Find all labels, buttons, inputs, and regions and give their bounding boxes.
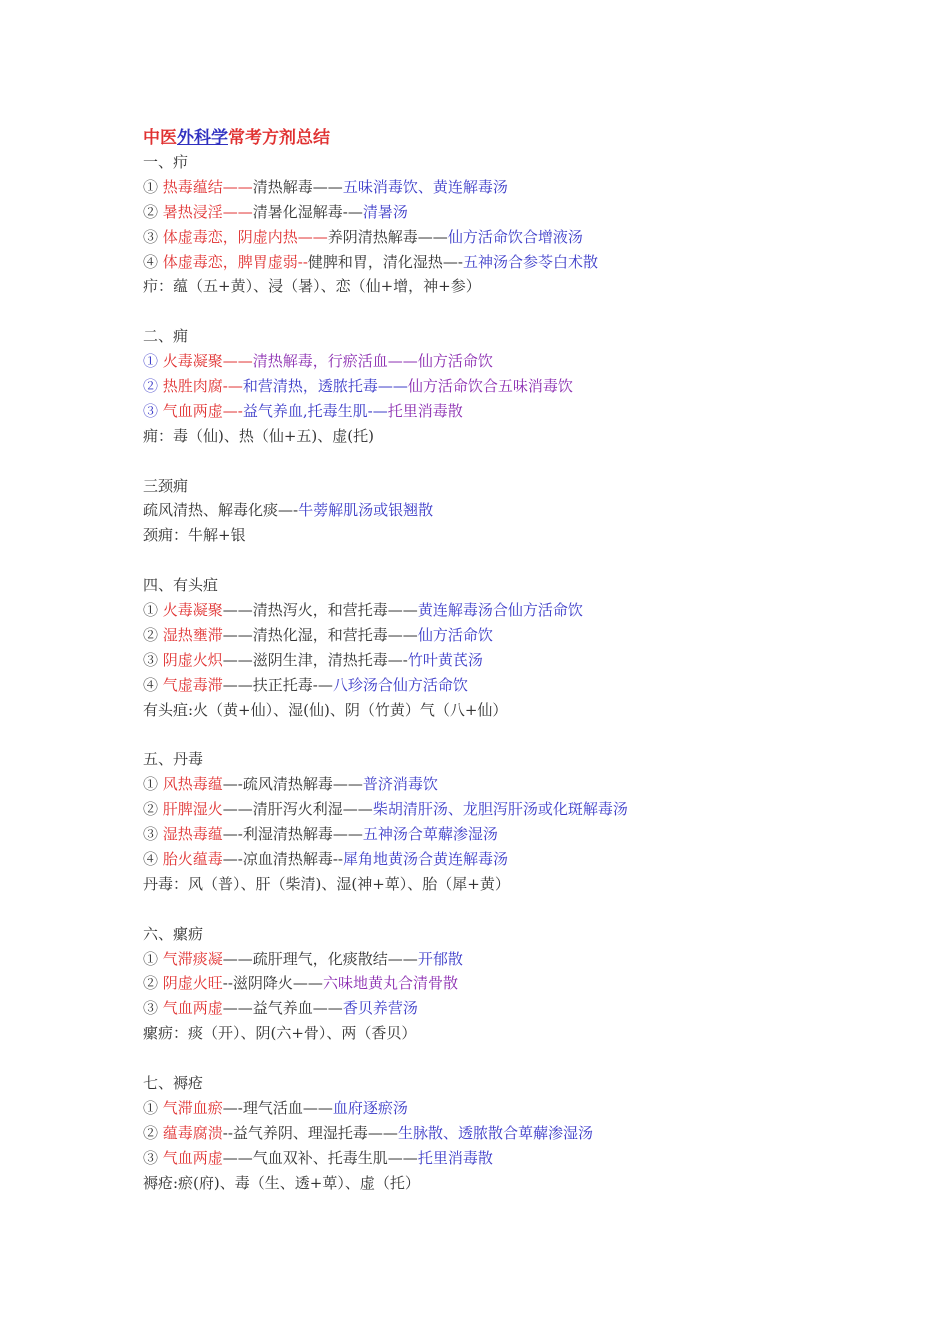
- text-segment: 火毒凝聚: [162, 601, 223, 620]
- text-segment: —-凉血清热解毒--: [222, 849, 344, 868]
- text-segment: ——清肝泻火利湿——: [222, 800, 373, 819]
- text-segment: 四、有头疽: [143, 576, 219, 595]
- text-segment: 六味地黄丸合清骨散: [322, 974, 458, 993]
- text-segment: 益气养血,托毒生肌-—: [242, 401, 388, 420]
- text-line: [143, 922, 843, 947]
- text-segment: 普济消毒饮: [362, 775, 438, 794]
- text-segment: ③: [143, 227, 163, 246]
- text-segment: 有头疽:火（黄+仙）、湿(仙)、阴（竹黄）气（八+仙）: [143, 700, 508, 719]
- text-line: [143, 1096, 843, 1121]
- text-segment: 气血两虚: [162, 1148, 223, 1167]
- text-segment: ——扶正托毒-—: [222, 675, 333, 694]
- document-title: [143, 126, 843, 150]
- text-segment: ③: [143, 1148, 163, 1167]
- text-segment: ②: [143, 377, 163, 396]
- text-segment: 黄连解毒汤合仙方活命饮: [417, 601, 583, 620]
- text-segment: 肝脾湿火: [162, 800, 223, 819]
- text-segment: ——清热化湿，和营托毒——: [222, 625, 418, 644]
- text-segment: 清暑汤: [362, 202, 408, 221]
- text-line: [143, 573, 843, 598]
- text-segment: 仙方活命饮合五味消毒饮: [407, 377, 573, 396]
- text-segment: ——气血双补、托毒生肌——: [222, 1148, 418, 1167]
- text-segment: 体虚毒恋，脾胃虚弱--: [162, 252, 308, 271]
- text-segment: 气虚毒滞: [162, 675, 223, 694]
- text-segment: ①: [143, 775, 163, 794]
- document-body: [143, 126, 843, 1195]
- text-segment: ②: [143, 625, 163, 644]
- text-segment: 痈：毒（仙)、热（仙+五)、虚(托): [143, 426, 374, 445]
- text-line: [143, 1071, 843, 1096]
- text-segment: 五味消毒饮、黄连解毒汤: [342, 177, 508, 196]
- text-line: [143, 673, 843, 698]
- text-segment: 蕴毒腐溃: [162, 1123, 223, 1142]
- blank-line: [143, 299, 843, 324]
- title-segment: 总结: [296, 128, 330, 148]
- text-segment: ③: [143, 825, 163, 844]
- text-line: [143, 797, 843, 822]
- title-segment: 常考方剂: [228, 128, 296, 148]
- text-line: [143, 747, 843, 772]
- text-segment: 二、痈: [143, 327, 189, 346]
- text-segment: 柴胡清肝汤、龙胆泻肝汤或化斑解毒汤: [372, 800, 628, 819]
- text-segment: 暑热浸淫——: [162, 202, 253, 221]
- text-segment: 褥疮:瘀(府)、毒（生、透+萆）、虚（托）: [143, 1173, 420, 1192]
- text-segment: 湿热毒蕴: [162, 825, 223, 844]
- text-segment: 开郁散: [417, 949, 463, 968]
- text-line: [143, 648, 843, 673]
- text-line: [143, 424, 843, 449]
- text-segment: ②: [143, 800, 163, 819]
- text-segment: 清热解毒，行瘀活血——: [252, 352, 418, 371]
- blank-line: [143, 449, 843, 474]
- text-segment: 气血两虚—-: [162, 401, 243, 420]
- text-segment: 五神汤合参苓白术散: [463, 252, 599, 271]
- text-segment: 胎火蕴毒: [162, 849, 223, 868]
- text-segment: 六、瘰疬: [143, 924, 204, 943]
- text-segment: 清暑化湿解毒-—: [252, 202, 363, 221]
- text-segment: 五、丹毒: [143, 750, 204, 769]
- text-line: [143, 1171, 843, 1196]
- text-line: [143, 349, 843, 374]
- text-segment: 生脉散、透脓散合萆薢渗湿汤: [397, 1123, 593, 1142]
- text-segment: ④: [143, 849, 163, 868]
- text-segment: 阴虚火旺: [162, 974, 223, 993]
- text-line: [143, 150, 843, 175]
- text-segment: 风热毒蕴: [162, 775, 223, 794]
- text-segment: 七、褥疮: [143, 1073, 204, 1092]
- text-segment: 养阴清热解毒——: [327, 227, 448, 246]
- text-segment: 托里消毒散: [417, 1148, 493, 1167]
- text-segment: 托里消毒散: [387, 401, 463, 420]
- text-segment: ③: [143, 401, 163, 420]
- text-line: [143, 996, 843, 1021]
- text-segment: ④: [143, 675, 163, 694]
- text-segment: 丹毒：风（普）、肝（柴清)、湿(神+萆）、胎（犀+黄）: [143, 874, 510, 893]
- text-segment: 犀角地黄汤合黄连解毒汤: [343, 849, 509, 868]
- text-line: [143, 374, 843, 399]
- text-segment: 牛蒡解肌汤或银翘散: [298, 501, 434, 520]
- text-segment: 疖：蕴（五+黄）、浸（暑）、恋（仙+增，神+参）: [143, 277, 481, 296]
- text-line: [143, 847, 843, 872]
- text-line: [143, 324, 843, 349]
- text-segment: ④: [143, 252, 163, 271]
- text-segment: 气滞痰凝: [162, 949, 223, 968]
- blank-line: [143, 1046, 843, 1071]
- text-segment: 湿热壅滞: [162, 625, 223, 644]
- text-segment: ①: [143, 949, 163, 968]
- content-lines: [143, 150, 843, 1195]
- text-segment: --滋阴降火——: [222, 974, 323, 993]
- text-line: [143, 623, 843, 648]
- text-segment: 三颈痈: [143, 476, 189, 495]
- text-segment: 颈痈：牛解+银: [143, 526, 246, 545]
- text-line: [143, 598, 843, 623]
- text-segment: 竹叶黄芪汤: [407, 650, 483, 669]
- text-segment: ——清热泻火，和营托毒——: [222, 601, 418, 620]
- text-segment: 热胜肉腐-—: [162, 377, 243, 396]
- text-segment: ①: [143, 352, 163, 371]
- text-segment: 仙方活命饮: [417, 352, 493, 371]
- text-line: [143, 498, 843, 523]
- blank-line: [143, 722, 843, 747]
- text-line: [143, 523, 843, 548]
- text-segment: ——滋阴生津，清热托毒—-: [222, 650, 408, 669]
- text-segment: 阴虚火炽: [162, 650, 223, 669]
- text-line: [143, 971, 843, 996]
- text-line: [143, 474, 843, 499]
- text-segment: 香贝养营汤: [342, 999, 418, 1018]
- text-segment: ①: [143, 601, 163, 620]
- text-line: [143, 1121, 843, 1146]
- text-line: [143, 698, 843, 723]
- title-segment: 外科学: [177, 128, 228, 148]
- text-segment: 体虚毒恋，阴虚内热——: [162, 227, 328, 246]
- text-segment: 血府逐瘀汤: [332, 1098, 408, 1117]
- text-segment: ③: [143, 650, 163, 669]
- text-segment: ②: [143, 1123, 163, 1142]
- blank-line: [143, 548, 843, 573]
- text-line: [143, 200, 843, 225]
- title-segment: 中医: [143, 128, 177, 148]
- text-segment: ③: [143, 999, 163, 1018]
- blank-line: [143, 897, 843, 922]
- text-segment: ②: [143, 974, 163, 993]
- text-segment: 一、疖: [143, 153, 189, 171]
- text-segment: —-理气活血——: [222, 1098, 333, 1117]
- text-segment: ——疏肝理气，化痰散结——: [222, 949, 418, 968]
- text-segment: 火毒凝聚——: [162, 352, 253, 371]
- text-segment: 瘰疬：痰（开）、阴(六+骨）、两（香贝）: [143, 1024, 417, 1043]
- text-segment: 仙方活命饮: [417, 625, 493, 644]
- text-line: [143, 947, 843, 972]
- text-line: [143, 250, 843, 275]
- text-segment: 气滞血瘀: [162, 1098, 223, 1117]
- text-segment: 八珍汤合仙方活命饮: [332, 675, 468, 694]
- text-segment: —-疏风清热解毒——: [222, 775, 363, 794]
- text-segment: ①: [143, 177, 163, 196]
- text-segment: 气血两虚: [162, 999, 223, 1018]
- text-line: [143, 225, 843, 250]
- text-segment: ①: [143, 1098, 163, 1117]
- text-line: [143, 772, 843, 797]
- text-line: [143, 274, 843, 299]
- text-segment: 五神汤合萆薢渗湿汤: [362, 825, 498, 844]
- text-line: [143, 872, 843, 897]
- text-line: [143, 822, 843, 847]
- text-segment: —-利湿清热解毒——: [222, 825, 363, 844]
- text-segment: 疏风清热、解毒化痰—-: [143, 501, 299, 520]
- text-segment: 清热解毒——: [252, 177, 343, 196]
- text-segment: 和营清热，透脓托毒——: [242, 377, 408, 396]
- text-segment: 健脾和胃，清化湿热—-: [307, 252, 463, 271]
- text-line: [143, 1146, 843, 1171]
- text-segment: ——益气养血——: [222, 999, 343, 1018]
- text-line: [143, 175, 843, 200]
- text-line: [143, 399, 843, 424]
- text-segment: 热毒蕴结——: [162, 177, 253, 196]
- text-line: [143, 1021, 843, 1046]
- text-segment: --益气养阴、理湿托毒——: [222, 1123, 398, 1142]
- text-segment: ②: [143, 202, 163, 221]
- text-segment: 仙方活命饮合增液汤: [447, 227, 583, 246]
